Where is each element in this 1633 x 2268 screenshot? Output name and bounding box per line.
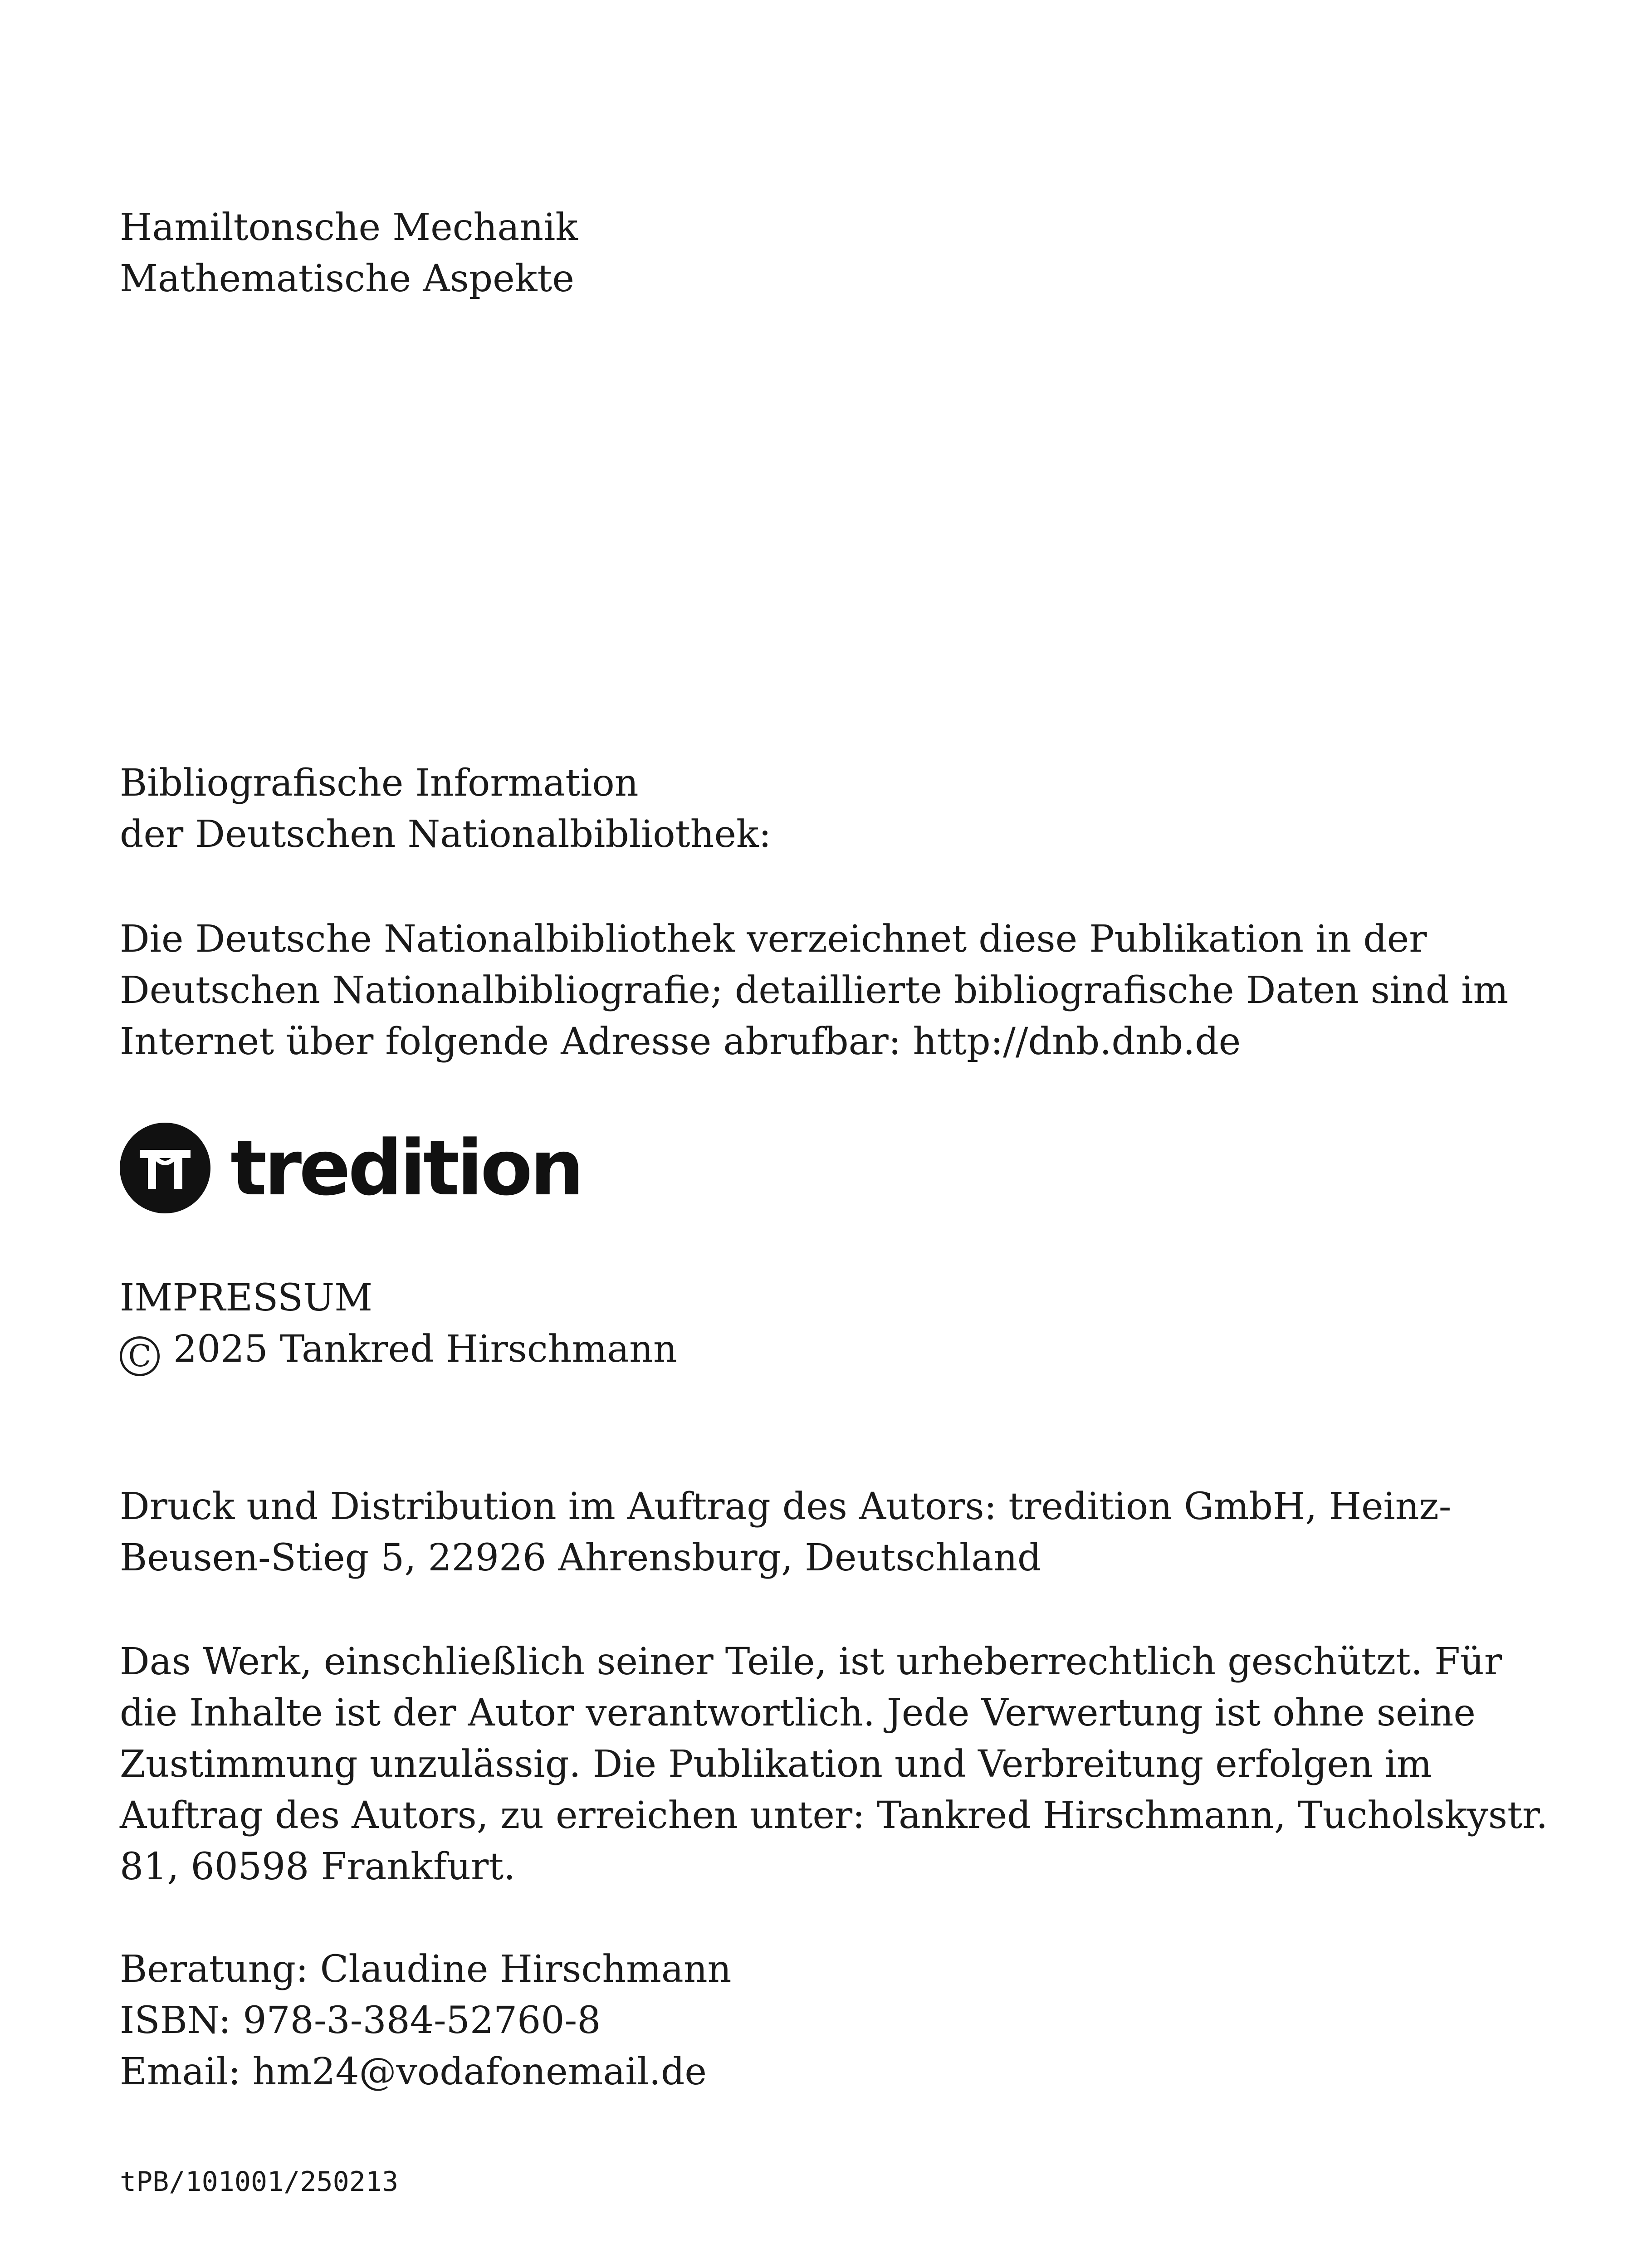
bibliographic-line-1: Bibliografische Information: [120, 762, 639, 805]
logo-wordmark: tredition: [230, 1124, 582, 1212]
werk-line-2: die Inhalte ist der Autor verantwortlich. Jede Verwertung ist ohne seine: [120, 1691, 1476, 1735]
werk-line-1: Das Werk, einschließlich seiner Teile, ist urheberrechtlich geschützt. Für: [120, 1640, 1502, 1683]
book-subtitle: Mathematische Aspekte: [120, 257, 574, 300]
impressum-block: [120, 1272, 1426, 1376]
werk-line-4: Auftrag des Autors, zu erreichen unter: Tankred Hirschmann, Tucholskystr.: [120, 1794, 1548, 1837]
copyright-icon: C: [120, 1336, 160, 1376]
email-line: Email: hm24@vodafonemail.de: [120, 2050, 707, 2093]
copyright-notice: [120, 1636, 1548, 1892]
print-code: tPB/101001/250213: [120, 2166, 399, 2198]
copyright-text: 2025 Tankred Hirschmann: [173, 1328, 677, 1371]
isbn-line: ISBN: 978-3-384-52760-8: [120, 1999, 601, 2042]
druck-line-2: Beusen-Stieg 5, 22926 Ahrensburg, Deutschland: [120, 1536, 1041, 1579]
bibliographic-heading: [120, 758, 1426, 860]
bibliographic-line-2: der Deutschen Nationalbibliothek:: [120, 813, 772, 856]
werk-line-5: 81, 60598 Frankfurt.: [120, 1845, 516, 1888]
druck-line-1: Druck und Distribution im Auftrag des Autors: tredition GmbH, Heinz-: [120, 1485, 1452, 1528]
print-distribution-notice: [120, 1481, 1452, 1584]
dnb-notice-line-3: Internet über folgende Adresse abrufbar: http://dnb.dnb.de: [120, 1020, 1241, 1063]
publisher-logo: [120, 1120, 582, 1216]
book-title: Hamiltonsche Mechanik: [120, 206, 578, 249]
contact-block: [120, 1944, 1426, 2097]
copyright-line: [120, 1324, 1426, 1376]
dnb-notice-line-1: Die Deutsche Nationalbibliothek verzeichnet diese Publikation in der: [120, 918, 1427, 961]
tredition-logo-icon: [120, 1123, 210, 1213]
beratung-line: Beratung: Claudine Hirschmann: [120, 1948, 732, 1991]
impressum-heading: IMPRESSUM: [120, 1276, 373, 1320]
book-title-block: [120, 202, 1426, 304]
dnb-notice-line-2: Deutschen Nationalbibliografie; detaillierte bibliografische Daten sind im: [120, 969, 1509, 1012]
dnb-notice: [120, 914, 1509, 1067]
werk-line-3: Zustimmung unzulässig. Die Publikation und Verbreitung erfolgen im: [120, 1743, 1432, 1786]
